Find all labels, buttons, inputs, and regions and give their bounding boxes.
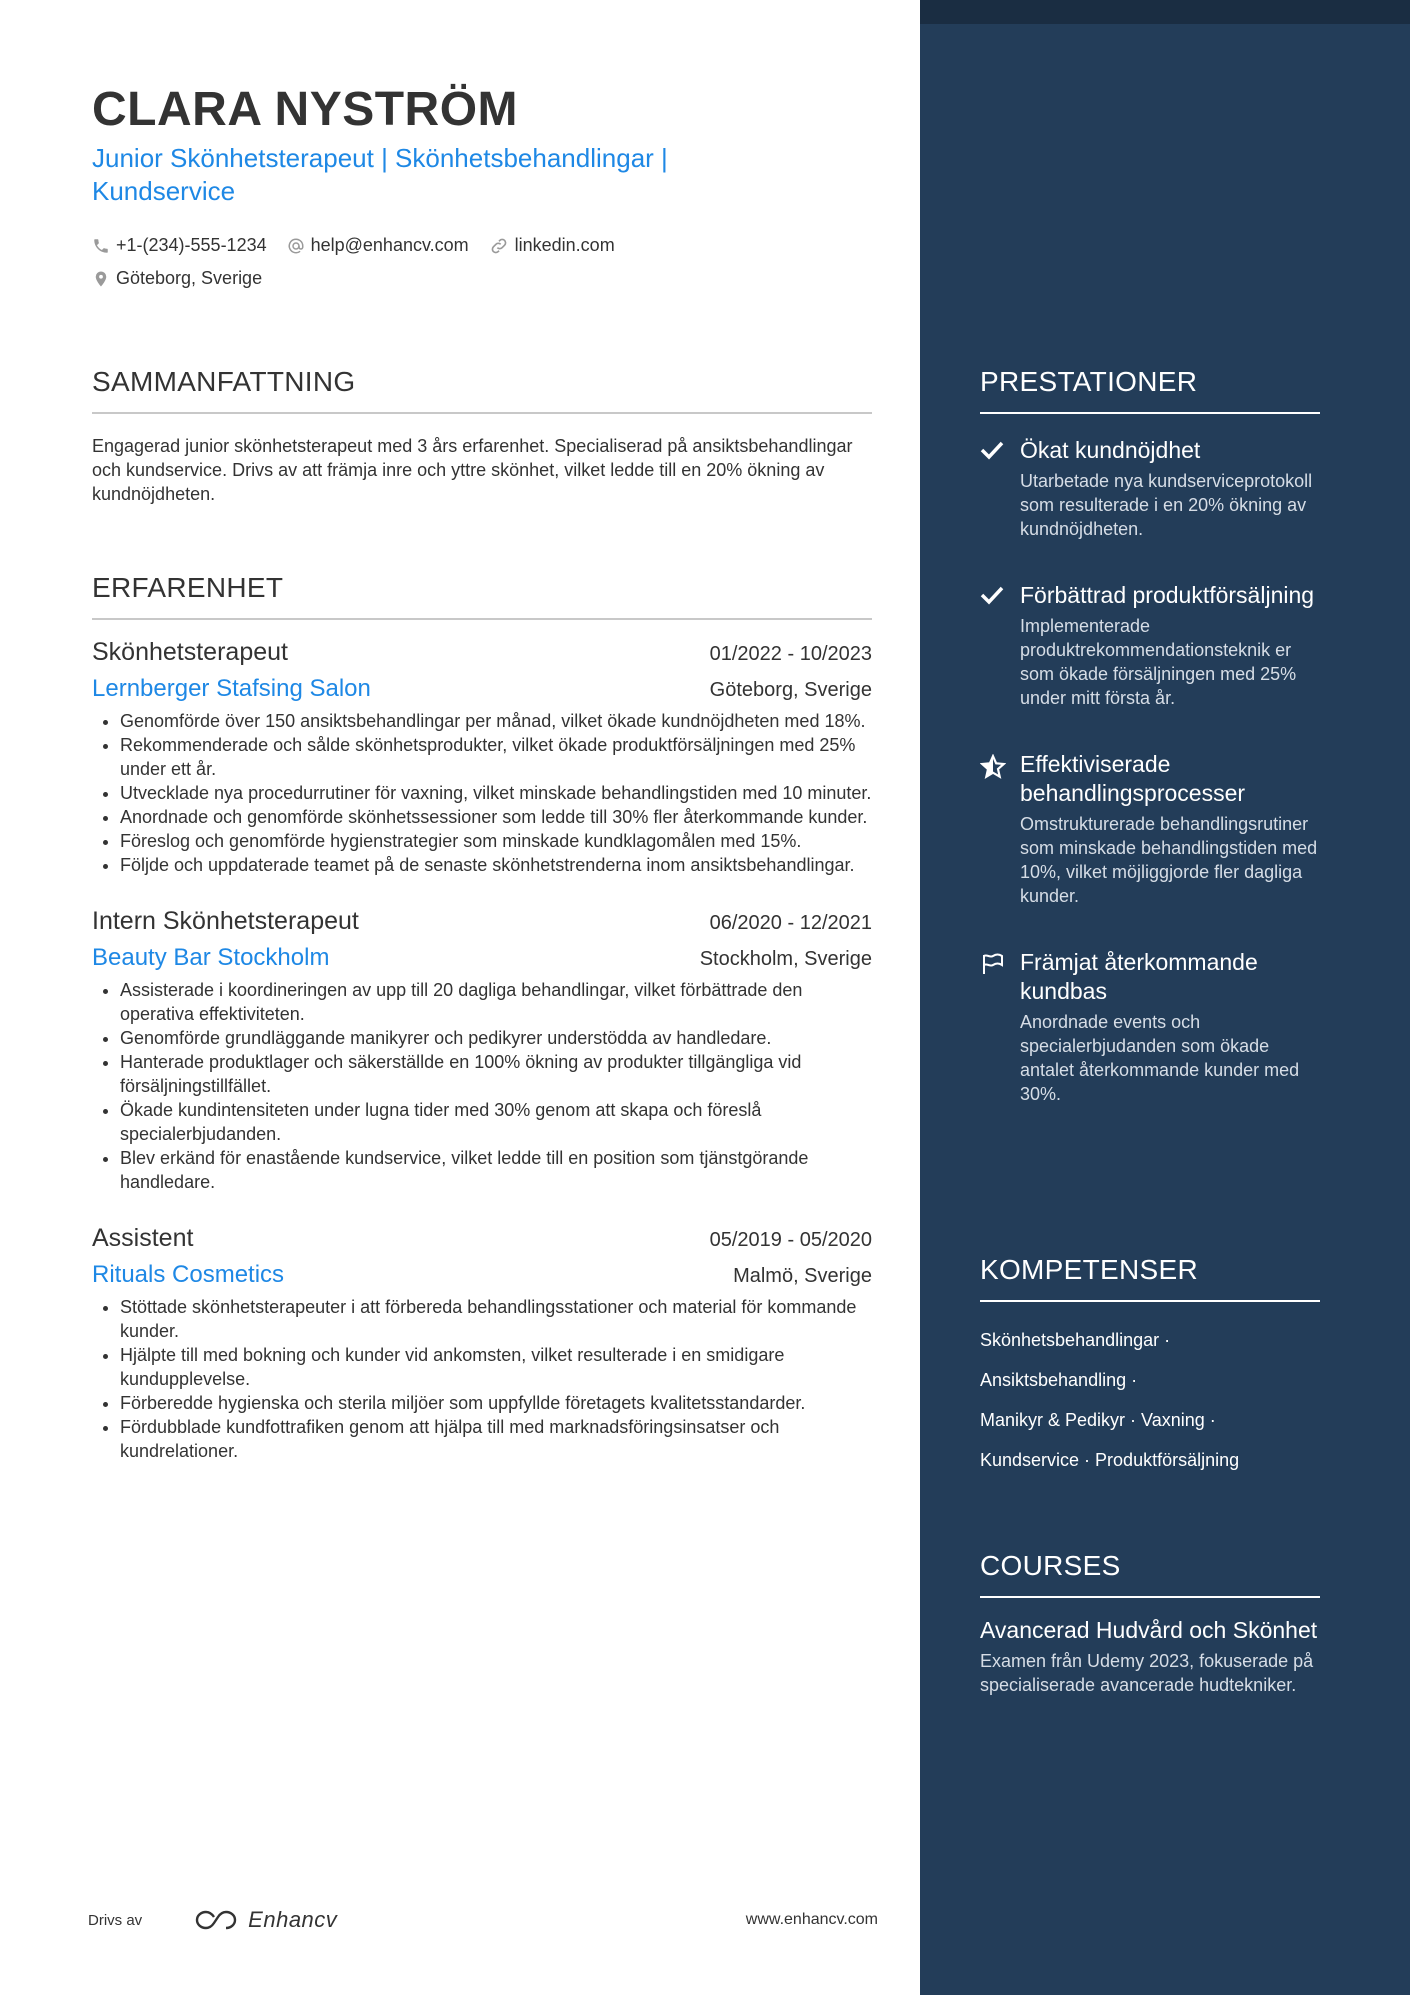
link-icon [489, 236, 509, 256]
candidate-title: Junior Skönhetsterapeut | Skönhetsbehandlingar | Kundservice [92, 143, 668, 206]
candidate-name: CLARA NYSTRÖM [92, 83, 519, 136]
courses-section [980, 1550, 1320, 1697]
contact-location [92, 268, 262, 289]
job-bullet: • Rekommenderade och sålde skönhetsprodukter, vilket ökade produktförsäljningen med 25% under ett år. [120, 733, 872, 781]
job-bullet: • Fördubblade kundfottrafiken genom att hjälpa till med marknadsföringsinsatser och kundrelationer. [120, 1415, 872, 1463]
job-bullet: • Genomförde grundläggande manikyrer och pedikyrer understödda av handledare. [120, 1026, 872, 1050]
email-text[interactable]: help@enhancv.com [310, 235, 469, 255]
contact-info [92, 229, 792, 295]
linkedin-text[interactable]: linkedin.com [514, 235, 615, 255]
summary-text: Engagerad junior skönhetsterapeut med 3 års erfarenhet. Specialiserad på ansiktsbehandlingar och kundservice. Drivs av att främja inre och yttre skönhet, vilket ledde till en 20% ökning av kundnöjdheten. [92, 436, 853, 504]
job-bullet: • Genomförde över 150 ansiktsbehandlingar per månad, vilket ökade kundnöjdheten med 18%. [120, 709, 872, 733]
achievement-desc: Implementerade produktrekommendationsteknik er som ökade försäljningen med 25% under mitt första år. [1020, 616, 1297, 708]
flag-icon [980, 952, 1006, 976]
contact-linkedin [489, 235, 615, 256]
job-bullets [92, 1295, 872, 1463]
job-location: Malmö, Sverige [733, 1265, 872, 1287]
footer-site[interactable]: www.enhancv.com [745, 1911, 878, 1928]
job-bullets [92, 709, 872, 877]
course-desc: Examen från Udemy 2023, fokuserade på specialiserade avancerade hudtekniker. [980, 1651, 1314, 1695]
enhancv-logo-icon [192, 1907, 240, 1933]
achievement-title: Ökat kundnöjdhet [1020, 437, 1201, 463]
job-bullet: • Assisterade i koordineringen av upp till 20 dagliga behandlingar, vilket förbättrade den operativa effektiviteten. [120, 978, 872, 1026]
job-date: 01/2022 - 10/2023 [709, 643, 872, 665]
contact-email [287, 235, 469, 256]
achievement-desc: Omstrukturerade behandlingsrutiner som minskade behandlingstiden med 10%, vilket möjliggjorde fler dagliga kunder. [1020, 814, 1318, 906]
achievement-item [980, 581, 1320, 710]
location-pin-icon [92, 269, 110, 289]
skills-line: Skönhetsbehandlingar · [980, 1330, 1171, 1350]
courses-heading: COURSES [980, 1550, 1320, 1598]
skills-section [980, 1254, 1320, 1480]
job-role: Skönhetsterapeut [92, 638, 288, 666]
skills-line: Manikyr & Pedikyr · Vaxning · [980, 1410, 1216, 1430]
experience-section [92, 572, 872, 1463]
job-company: Beauty Bar Stockholm [92, 944, 330, 971]
achievement-title: Främjat återkommande kundbas [1020, 949, 1258, 1004]
achievements-heading: PRESTATIONER [980, 366, 1320, 414]
skills-line: Kundservice · Produktförsäljning [980, 1450, 1240, 1470]
achievement-item [980, 948, 1320, 1106]
job-bullet: • Förberedde hygienska och sterila miljöer som uppfyllde företagets kvalitetsstandarder. [120, 1391, 872, 1415]
achievement-item [980, 436, 1320, 541]
job-bullet: • Blev erkänd för enastående kundservice, vilket ledde till en position som tjänstgörande handledare. [120, 1146, 872, 1194]
skills-line: Ansiktsbehandling · [980, 1370, 1138, 1390]
achievements-section [980, 366, 1320, 1106]
job-location: Stockholm, Sverige [699, 948, 872, 970]
course-title: Avancerad Hudvård och Skönhet [980, 1617, 1318, 1643]
job-bullet: • Stöttade skönhetsterapeuter i att förbereda behandlingsstationer och material för kommande kunder. [120, 1295, 872, 1343]
sidebar [920, 0, 1410, 1995]
skills-list [980, 1320, 1320, 1480]
achievement-desc: Utarbetade nya kundserviceprotokoll som resulterade i en 20% ökning av kundnöjdheten. [1020, 471, 1313, 539]
achievement-title: Förbättrad produktförsäljning [1020, 582, 1315, 608]
sidebar-top-band [920, 0, 1410, 24]
achievement-item [980, 750, 1320, 908]
check-icon [980, 440, 1004, 460]
job-bullet: • Utvecklade nya procedurrutiner för vaxning, vilket minskade behandlingstiden med 10 minuter. [120, 781, 872, 805]
job-bullets [92, 978, 872, 1194]
job-role: Assistent [92, 1224, 194, 1252]
powered-by-text: Drivs av [88, 1911, 143, 1929]
summary-section [92, 366, 872, 506]
job-bullet: • Ökade kundintensiteten under lugna tider med 30% genom att skapa och föreslå specialerbjudanden. [120, 1098, 872, 1146]
job-date: 05/2019 - 05/2020 [709, 1229, 872, 1251]
job-bullet: • Hanterade produktlager och säkerställde en 100% ökning av produkter tillgängliga vid försäljningstillfället. [120, 1050, 872, 1098]
skills-heading: KOMPETENSER [980, 1254, 1320, 1302]
check-icon [980, 585, 1004, 605]
brand-logo[interactable] [192, 1907, 337, 1933]
job-bullet: • Hjälpte till med bokning och kunder vid ankomsten, vilket resulterade i en smidigare kundupplevelse. [120, 1343, 872, 1391]
achievement-desc: Anordnade events och specialerbjudanden som ökade antalet återkommande kunder med 30%. [1020, 1012, 1300, 1104]
brand-name: Enhancv [248, 1907, 338, 1932]
job-company: Lernberger Stafsing Salon [92, 675, 371, 702]
contact-phone [92, 235, 267, 256]
job-location: Göteborg, Sverige [709, 679, 872, 701]
job-entry [92, 907, 872, 1194]
location-text: Göteborg, Sverige [116, 268, 263, 288]
at-icon [287, 237, 305, 255]
job-bullet: • Anordnade och genomförde skönhetssessioner som ledde till 30% fler återkommande kunder. [120, 805, 872, 829]
job-entry [92, 638, 872, 877]
job-role: Intern Skönhetsterapeut [92, 907, 359, 935]
phone-icon [92, 237, 110, 255]
job-bullet: • Följde och uppdaterade teamet på de senaste skönhetstrenderna inom ansiktsbehandlingar. [120, 853, 872, 877]
phone-text[interactable]: +1-(234)-555-1234 [116, 235, 267, 255]
job-entry [92, 1224, 872, 1463]
star-icon [980, 754, 1006, 780]
experience-heading: ERFARENHET [92, 572, 872, 620]
job-company: Rituals Cosmetics [92, 1261, 285, 1288]
job-date: 06/2020 - 12/2021 [709, 912, 872, 934]
footer [88, 1900, 878, 1940]
summary-heading: SAMMANFATTNING [92, 366, 872, 414]
job-bullet: • Föreslog och genomförde hygienstrategier som minskade kundklagomålen med 15%. [120, 829, 872, 853]
achievement-title: Effektiviserade behandlingsprocesser [1020, 751, 1246, 806]
